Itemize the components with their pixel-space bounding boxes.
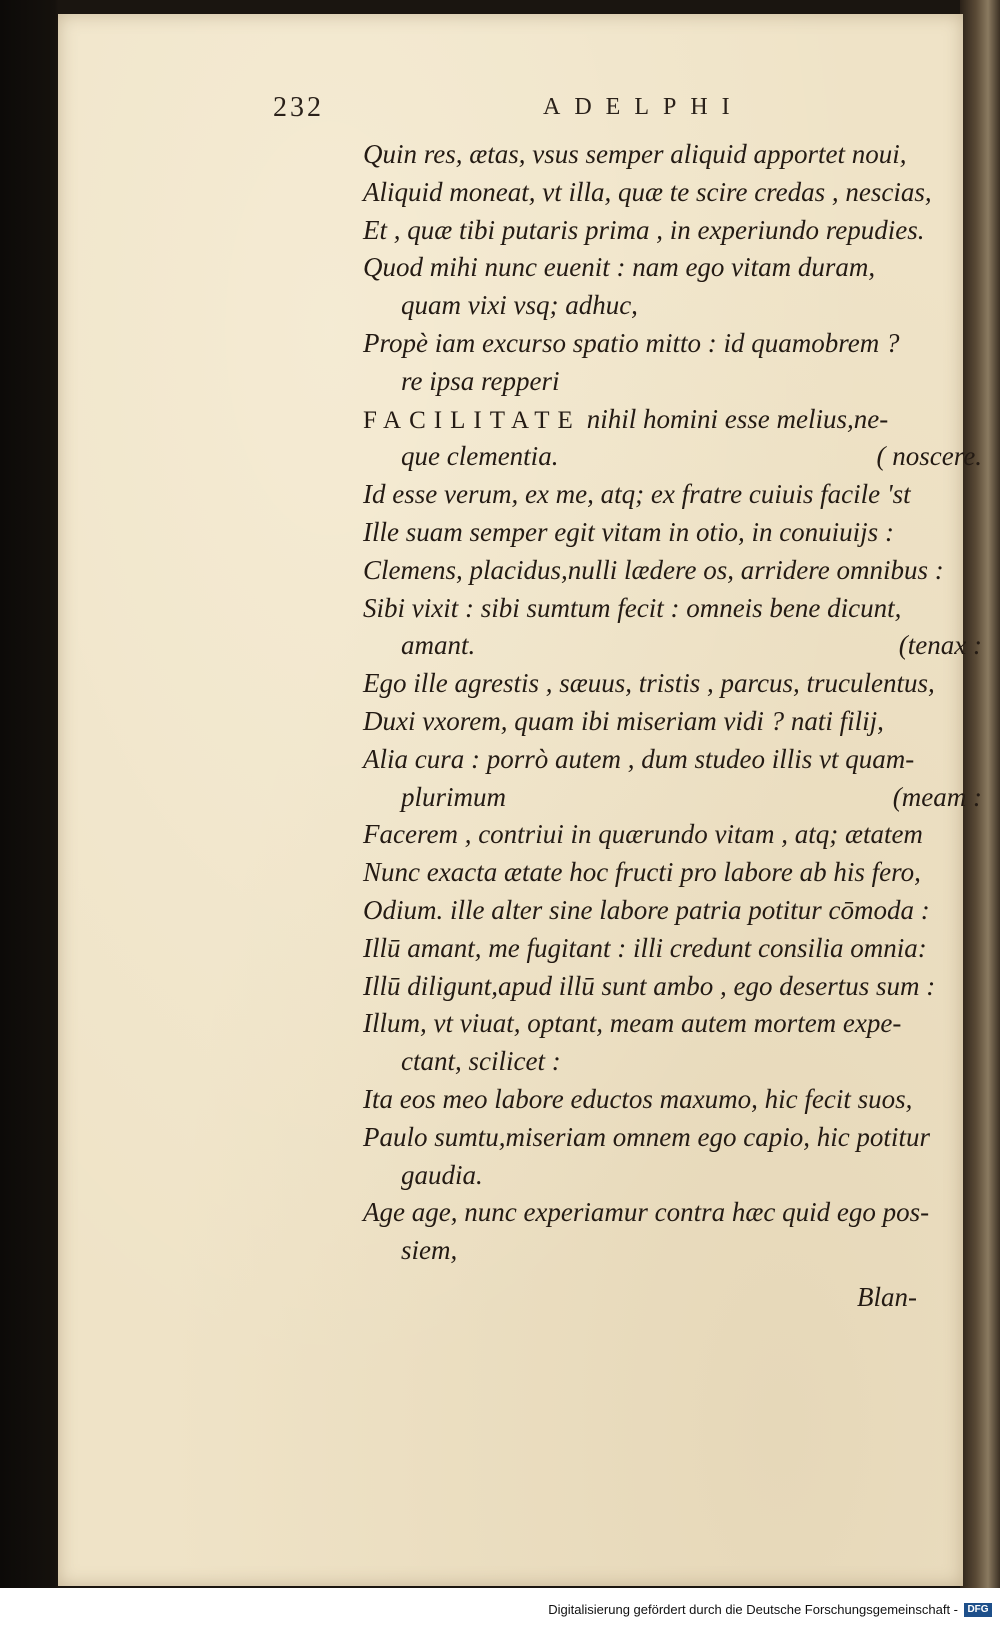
verse-line bbox=[363, 930, 988, 968]
verse-line-text: Alia cura : porrò autem , dum studeo illis vt quam- bbox=[363, 743, 915, 774]
verse-line-text: siem, bbox=[401, 1235, 458, 1266]
verse-line-text: Odium. ille alter sine labore patria potitur cōmoda : bbox=[363, 894, 930, 925]
verse-line bbox=[363, 325, 988, 363]
verse-line bbox=[363, 1119, 988, 1157]
book-page bbox=[58, 14, 982, 1586]
catchword: Blan- bbox=[857, 1282, 917, 1312]
verse-line bbox=[363, 1043, 988, 1081]
verse-line-text: Paulo sumtu,miseriam omnem ego capio, hic potitur bbox=[363, 1121, 930, 1152]
verse-line-text: Ita eos meo labore eductos maxumo, hic fecit suos, bbox=[363, 1083, 913, 1114]
verse-line bbox=[363, 249, 988, 287]
verse-line bbox=[363, 1194, 988, 1232]
verse-line bbox=[363, 1157, 988, 1195]
verse-line bbox=[363, 514, 988, 552]
verse-line-text: que clementia. bbox=[401, 441, 559, 472]
verse-line bbox=[363, 665, 988, 703]
verse-line-text: Nunc exacta ætate hoc fructi pro labore ab his fero, bbox=[363, 857, 921, 888]
verse-line-text: Ille suam semper egit vitam in otio, in conuiuijs : bbox=[363, 516, 894, 547]
verse-line bbox=[363, 287, 988, 325]
verse-line bbox=[363, 552, 988, 590]
turnover-fragment: (tenax : bbox=[898, 630, 982, 661]
running-head bbox=[273, 92, 973, 132]
verse-line-text: Id esse verum, ex me, atq; ex fratre cuiuis facile 'st bbox=[363, 479, 911, 510]
verse-line-text: Ego ille agrestis , sæuus, tristis , parcus, truculentus, bbox=[363, 668, 935, 699]
verse-line bbox=[363, 816, 988, 854]
verse-text-block bbox=[363, 136, 988, 1270]
verse-line bbox=[363, 401, 988, 439]
verse-line-text: plurimum bbox=[401, 781, 507, 812]
dfg-logo: DFG bbox=[964, 1603, 992, 1617]
verse-line-text: Illū amant, me fugitant : illi credunt consilia omnia: bbox=[363, 932, 927, 963]
verse-line-text: Age age, nunc experiamur contra hæc quid ego pos- bbox=[363, 1197, 930, 1228]
verse-line bbox=[363, 212, 988, 250]
verse-line bbox=[363, 1081, 988, 1119]
running-title: ADELPHI bbox=[543, 94, 744, 120]
footer-credit: Digitalisierung gefördert durch die Deutsche Forschungsgemeinschaft - bbox=[548, 1602, 958, 1617]
verse-line bbox=[363, 854, 988, 892]
turnover-fragment: (meam : bbox=[892, 781, 982, 812]
verse-line bbox=[363, 892, 988, 930]
verse-line-text: ctant, scilicet : bbox=[401, 1046, 561, 1077]
verse-line bbox=[363, 1232, 988, 1270]
verse-line-text: Quin res, ætas, vsus semper aliquid apportet noui, bbox=[363, 139, 907, 169]
verse-line bbox=[363, 1005, 988, 1043]
small-caps-word: FACILITATE bbox=[363, 406, 581, 434]
verse-line-text: Propè iam excurso spatio mitto : id quamobrem ? bbox=[363, 327, 900, 358]
verse-line-text: amant. bbox=[401, 630, 476, 661]
verse-line-text: Clemens, placidus,nulli lædere os, arridere omnibus : bbox=[363, 554, 944, 585]
verse-line-text: Aliquid moneat, vt illa, quæ te scire credas , nescias, bbox=[363, 176, 932, 207]
verse-line-text: Illum, vt viuat, optant, meam autem mortem expe- bbox=[363, 1008, 902, 1039]
verse-line-text: nihil homini esse melius,ne- bbox=[586, 403, 889, 434]
verse-line bbox=[363, 741, 988, 779]
verse-line bbox=[363, 627, 988, 665]
verse-line-text: gaudia. bbox=[401, 1159, 483, 1190]
verse-line-text: Facerem , contriui in quærundo vitam , atq; ætatem bbox=[363, 819, 923, 850]
verse-line-text: Duxi vxorem, quam ibi miseriam vidi ? nati filij, bbox=[363, 705, 884, 736]
verse-line bbox=[363, 438, 988, 476]
verse-line bbox=[363, 590, 988, 628]
verse-line-text: Illū diligunt,apud illū sunt ambo , ego desertus sum : bbox=[363, 970, 936, 1001]
verse-line-text: Sibi vixit : sibi sumtum fecit : omneis bene dicunt, bbox=[363, 592, 902, 623]
verse-line-text: Et , quæ tibi putaris prima , in experiundo repudies. bbox=[363, 214, 925, 245]
verse-line bbox=[363, 968, 988, 1006]
verse-line bbox=[363, 174, 988, 212]
verse-line bbox=[363, 703, 988, 741]
verse-line-text: re ipsa repperi bbox=[401, 365, 560, 396]
verse-line-text: Quod mihi nunc euenit : nam ego vitam duram, bbox=[363, 252, 876, 283]
verse-line bbox=[363, 476, 988, 514]
verse-line bbox=[363, 363, 988, 401]
verse-line-text: quam vixi vsq; adhuc, bbox=[401, 290, 638, 321]
turnover-fragment: ( noscere. bbox=[876, 441, 982, 472]
verse-line bbox=[363, 779, 988, 817]
digitization-footer bbox=[0, 1588, 1000, 1625]
page-number: 232 bbox=[273, 92, 324, 123]
verse-line bbox=[363, 136, 988, 174]
